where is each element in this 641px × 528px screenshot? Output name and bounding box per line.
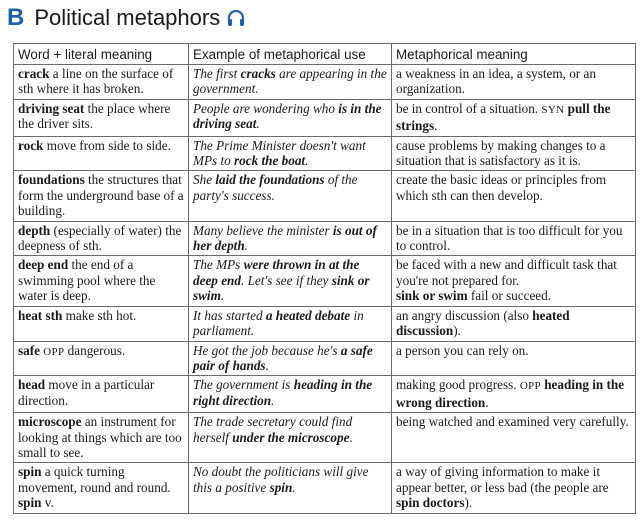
table-header-row <box>14 44 636 65</box>
table-row <box>14 376 636 413</box>
meaning-cell: be in control of a situation. SYN pull the strings. <box>392 99 636 136</box>
meaning-cell: a way of giving information to make it appear better, or less bad (the people are spin doctors). <box>392 463 636 513</box>
meaning-cell: create the basic ideas or principles from which sth can then develop. <box>392 171 636 221</box>
header-meaning: Metaphorical meaning <box>392 44 636 65</box>
section-header <box>7 2 246 34</box>
word-cell: rock move from side to side. <box>14 136 189 171</box>
meaning-cell: be in a situation that is too difficult for you to control. <box>392 221 636 256</box>
example-cell: He got the job because he's a safe pair of hands. <box>189 341 392 376</box>
word-cell: safe OPP dangerous. <box>14 341 189 376</box>
word-cell: deep end the end of a swimming pool where the water is deep. <box>14 256 189 306</box>
example-cell: People are wondering who is in the driving seat. <box>189 99 392 136</box>
meaning-cell: making good progress. OPP heading in the wrong direction. <box>392 376 636 413</box>
example-cell: No doubt the politicians will give this a positive spin. <box>189 463 392 513</box>
word-cell: crack a line on the surface of sth where it has broken. <box>14 65 189 100</box>
headphones-icon[interactable] <box>226 8 246 28</box>
word-cell: spin a quick turning movement, round and round. spin v. <box>14 463 189 513</box>
word-cell: depth (especially of water) the deepness of sth. <box>14 221 189 256</box>
word-cell: head move in a particular direction. <box>14 376 189 413</box>
meaning-cell: being watched and examined very carefully. <box>392 413 636 463</box>
word-cell: heat sth make sth hot. <box>14 306 189 341</box>
example-cell: It has started a heated debate in parliament. <box>189 306 392 341</box>
word-cell: microscope an instrument for looking at things which are too small to see. <box>14 413 189 463</box>
meaning-cell: be faced with a new and difficult task that you're not prepared for. sink or swim fail or succeed. <box>392 256 636 306</box>
word-cell: driving seat the place where the driver sits. <box>14 99 189 136</box>
word-cell: foundations the structures that form the underground base of a building. <box>14 171 189 221</box>
header-example: Example of metaphorical use <box>189 44 392 65</box>
example-cell: The Prime Minister doesn't want MPs to rock the boat. <box>189 136 392 171</box>
table-row <box>14 256 636 306</box>
section-letter: B <box>7 4 25 31</box>
example-cell: The first cracks are appearing in the government. <box>189 65 392 100</box>
table-row <box>14 136 636 171</box>
example-cell: The MPs were thrown in at the deep end. Let's see if they sink or swim. <box>189 256 392 306</box>
meaning-cell: a person you can rely on. <box>392 341 636 376</box>
meaning-cell: a weakness in an idea, a system, or an organization. <box>392 65 636 100</box>
table-row <box>14 413 636 463</box>
example-cell: The government is heading in the right direction. <box>189 376 392 413</box>
meaning-cell: cause problems by making changes to a situation that is satisfactory as it is. <box>392 136 636 171</box>
example-cell: Many believe the minister is out of her depth. <box>189 221 392 256</box>
metaphors-table <box>13 43 636 514</box>
section-title: Political metaphors <box>34 5 221 30</box>
meaning-cell: an angry discussion (also heated discussion). <box>392 306 636 341</box>
table-row <box>14 341 636 376</box>
table-row <box>14 306 636 341</box>
header-word: Word + literal meaning <box>14 44 189 65</box>
table-row <box>14 65 636 100</box>
example-cell: The trade secretary could find herself under the microscope. <box>189 413 392 463</box>
table-row <box>14 171 636 221</box>
table-row <box>14 463 636 513</box>
example-cell: She laid the foundations of the party's success. <box>189 171 392 221</box>
table-row <box>14 99 636 136</box>
table-row <box>14 221 636 256</box>
